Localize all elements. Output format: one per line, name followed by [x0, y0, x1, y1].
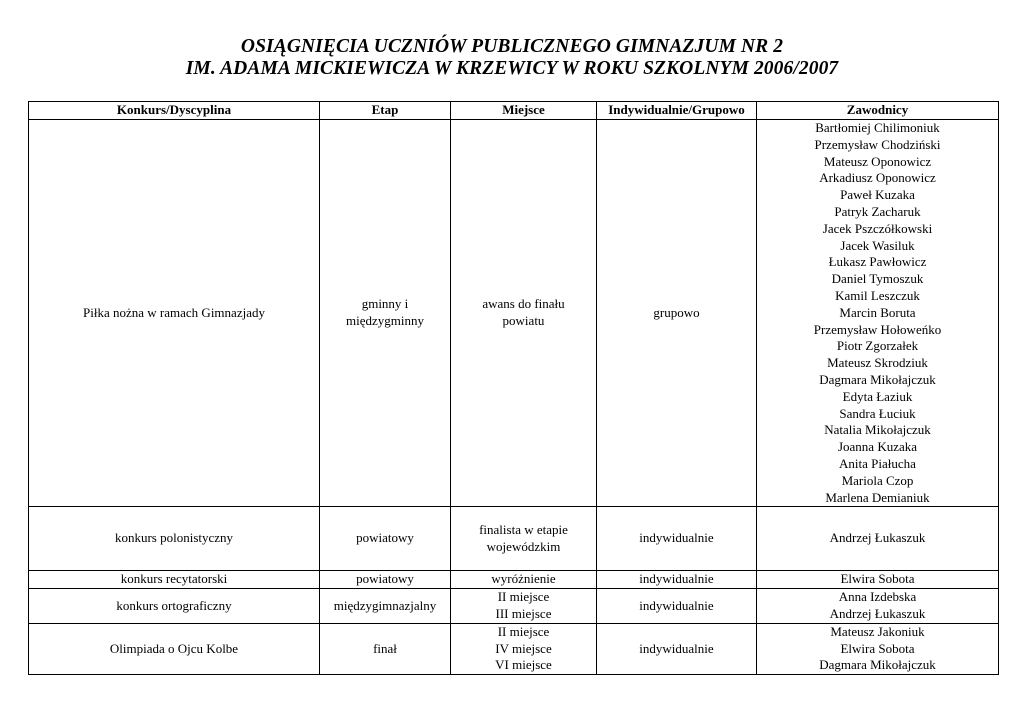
zawodnik-name: Bartłomiej Chilimoniuk	[815, 120, 940, 135]
cell-etap	[320, 571, 451, 589]
cell-miejsce	[451, 120, 597, 507]
cell-zawodnicy	[757, 571, 999, 589]
table-row	[29, 120, 999, 507]
zawodnik-name: Arkadiusz Oponowicz	[819, 170, 936, 186]
cell-etap	[320, 120, 451, 507]
zawodnik-name: Andrzej Łukaszuk	[829, 605, 926, 621]
zawodnik-name: Przemysław Chodziński	[814, 136, 941, 152]
cell-miejsce	[451, 571, 597, 589]
table-row	[29, 571, 999, 589]
cell-tryb: grupowo	[597, 120, 757, 507]
zawodnik-name: Przemysław Hołoweńko	[813, 321, 942, 337]
zawodnik-name: Sandra Łuciuk	[839, 405, 916, 421]
header-miejsce: Miejsce	[451, 102, 597, 120]
header-tryb: Indywidualnie/Grupowo	[597, 102, 757, 120]
zawodnik-name: Mariola Czop	[841, 472, 914, 488]
cell-tryb: indywidualnie	[597, 623, 757, 674]
cell-etap	[320, 507, 451, 571]
cell-etap	[320, 589, 451, 624]
zawodnik-name: Jacek Wasiluk	[840, 237, 915, 253]
cell-konkurs: konkurs recytatorski	[29, 571, 320, 589]
title-line-2: IM. ADAMA MICKIEWICZA W KRZEWICY W ROKU SZKOLNYM 2006/2007	[185, 58, 839, 79]
etap-line: gminny i	[361, 296, 409, 312]
miejsce-line: wojewódzkim	[486, 538, 561, 554]
etap-line: finał	[373, 640, 397, 656]
zawodnik-name: Elwira Sobota	[840, 640, 915, 656]
etap-line: powiatowy	[356, 530, 414, 546]
header-etap: Etap	[320, 102, 451, 120]
cell-miejsce	[451, 589, 597, 624]
miejsce-line: finalista w etapie	[479, 522, 568, 538]
zawodnik-name: Mateusz Skrodziuk	[827, 355, 928, 371]
zawodnik-name: Anita Piałucha	[839, 455, 916, 471]
miejsce-line: IV miejsce	[495, 640, 552, 656]
cell-miejsce	[451, 623, 597, 674]
document-title	[0, 36, 1024, 80]
miejsce-line: III miejsce	[495, 605, 552, 621]
miejsce-line: awans do finału	[482, 296, 565, 312]
table-row	[29, 589, 999, 624]
zawodnik-name: Mateusz Jakoniuk	[830, 623, 925, 639]
miejsce-line: VI miejsce	[495, 657, 552, 673]
cell-konkurs: Piłka nożna w ramach Gimnazjady	[29, 120, 320, 507]
cell-konkurs: konkurs ortograficzny	[29, 589, 320, 624]
zawodnik-name: Łukasz Pawłowicz	[828, 254, 927, 270]
cell-etap	[320, 623, 451, 674]
zawodnik-name: Joanna Kuzaka	[837, 439, 918, 455]
cell-konkurs: Olimpiada o Ojcu Kolbe	[29, 623, 320, 674]
cell-zawodnicy	[757, 120, 999, 507]
zawodnik-name: Mateusz Oponowicz	[823, 153, 932, 169]
zawodnik-name: Anna Izdebska	[838, 589, 917, 605]
zawodnik-name: Natalia Mikołajczuk	[824, 422, 931, 438]
etap-line: międzygimnazjalny	[333, 597, 437, 613]
header-zawodnicy: Zawodnicy	[757, 102, 999, 120]
zawodnik-name: Daniel Tymoszuk	[831, 271, 924, 287]
cell-konkurs: konkurs polonistyczny	[29, 507, 320, 571]
zawodnik-name: Andrzej Łukaszuk	[829, 530, 926, 546]
table-body	[29, 120, 999, 675]
cell-tryb: indywidualnie	[597, 589, 757, 624]
achievements-table	[28, 101, 999, 675]
cell-zawodnicy	[757, 623, 999, 674]
zawodnik-name: Marlena Demianiuk	[825, 489, 930, 505]
etap-line: powiatowy	[356, 571, 414, 587]
etap-line: międzygminny	[346, 313, 424, 329]
zawodnik-name: Edyta Łaziuk	[842, 388, 913, 404]
zawodnik-name: Elwira Sobota	[840, 571, 915, 587]
miejsce-line: II miejsce	[497, 623, 550, 639]
miejsce-line: II miejsce	[497, 589, 550, 605]
header-konkurs: Konkurs/Dyscyplina	[29, 102, 320, 120]
zawodnik-name: Patryk Zacharuk	[834, 203, 921, 219]
zawodnik-name: Jacek Pszczółkowski	[822, 220, 933, 236]
zawodnik-name: Dagmara Mikołajczuk	[819, 371, 936, 387]
table-row	[29, 507, 999, 571]
cell-tryb: indywidualnie	[597, 571, 757, 589]
cell-miejsce	[451, 507, 597, 571]
miejsce-line: wyróżnienie	[491, 571, 556, 587]
zawodnik-name: Paweł Kuzaka	[840, 187, 915, 203]
zawodnik-name: Dagmara Mikołajczuk	[819, 657, 936, 673]
zawodnik-name: Marcin Boruta	[839, 304, 916, 320]
zawodnik-name: Piotr Zgorzałek	[836, 338, 919, 354]
title-line-1: OSIĄGNIĘCIA UCZNIÓW PUBLICZNEGO GIMNAZJUM NR 2	[240, 36, 784, 57]
cell-zawodnicy	[757, 507, 999, 571]
miejsce-line: powiatu	[502, 313, 545, 329]
zawodnik-name: Kamil Leszczuk	[835, 287, 920, 303]
cell-tryb: indywidualnie	[597, 507, 757, 571]
table-row	[29, 623, 999, 674]
cell-zawodnicy	[757, 589, 999, 624]
table-header-row	[29, 102, 999, 120]
